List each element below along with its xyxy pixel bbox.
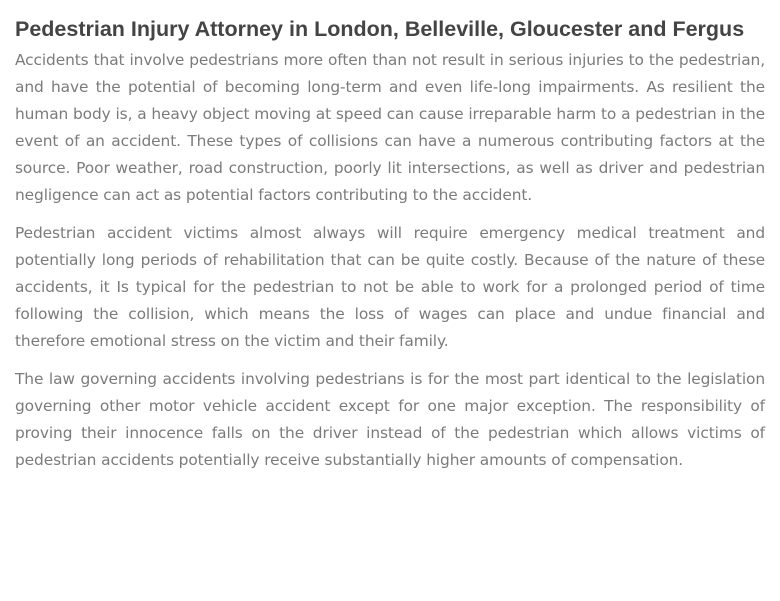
article-paragraph-1: Accidents that involve pedestrians more often than not result in serious injuries to the pedestrian, and have the potential of becoming long-term and even life-long impairments. As resilient the human body is, a heavy object moving at speed can cause irreparable harm to a pedestrian in the event of an accident. These types of collisions can have a numerous contributing factors at the source. Poor weather, road construction, poorly lit intersections, as well as driver and pedestrian negligence can act as potential factors contributing to the accident.: [15, 51, 765, 204]
article: [15, 16, 765, 485]
article-paragraph-2: Pedestrian accident victims almost always will require emergency medical treatment and potentially long periods of rehabilitation that can be quite costly. Because of the nature of these accidents, it Is typical for the pedestrian to not be able to work for a prolonged period of time following the collision, which means the loss of wages can place and undue financial and therefore emotional stress on the victim and their family.: [15, 224, 765, 350]
article-title: Pedestrian Injury Attorney in London, Belleville, Gloucester and Fergus: [15, 17, 745, 41]
article-paragraph-3: The law governing accidents involving pedestrians is for the most part identical to the legislation governing other motor vehicle accident except for one major exception. The responsibility of proving their innocence falls on the driver instead of the pedestrian which allows victims of pedestrian accidents potentially receive substantially higher amounts of compensation.: [15, 370, 765, 469]
